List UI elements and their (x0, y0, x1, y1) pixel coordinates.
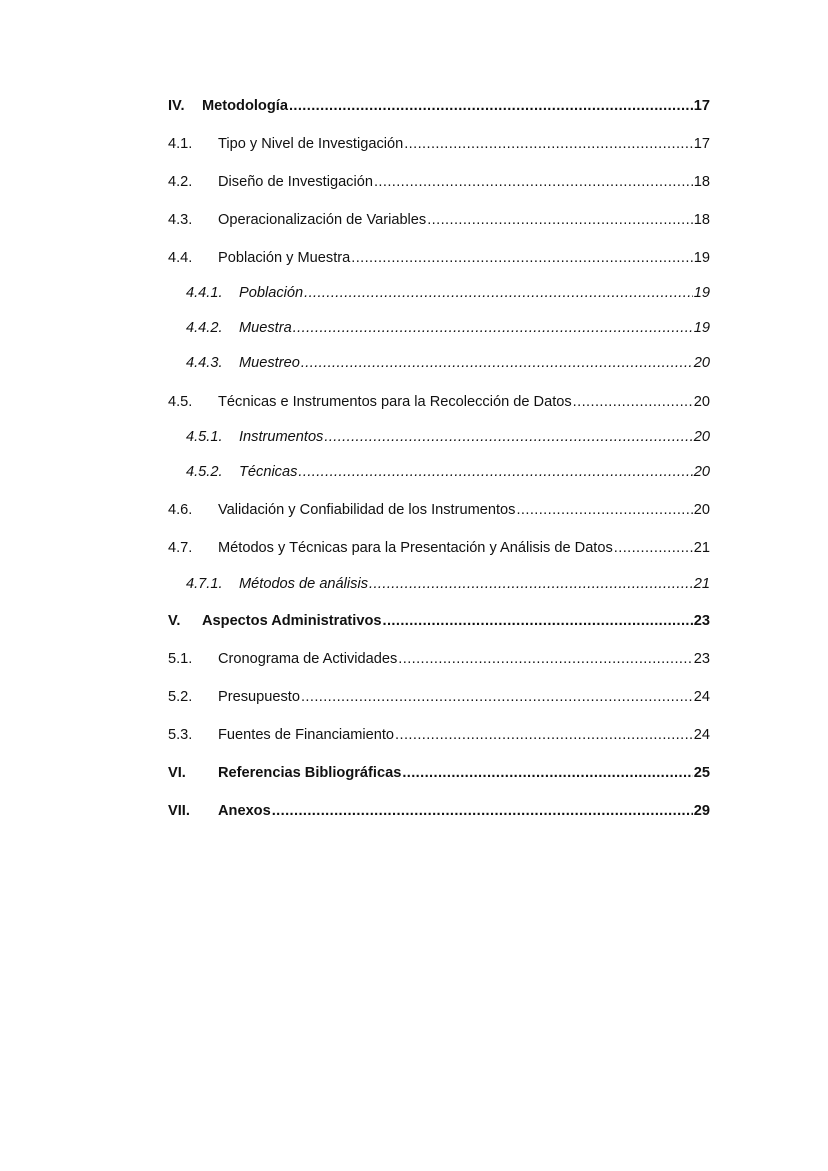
toc-entry[interactable] (168, 500, 710, 520)
toc-entry-number: IV. (168, 98, 185, 114)
toc-entry-page: 19 (693, 320, 710, 336)
toc-entry[interactable] (168, 283, 710, 303)
toc-entry-number: 4.6. (168, 502, 193, 518)
toc-entry-title: Presupuesto (218, 689, 300, 705)
toc-entry-page: 25 (693, 765, 710, 781)
toc-entry-page: 20 (693, 394, 710, 410)
toc-entry-number: 4.7.1. (186, 576, 223, 592)
toc-entry[interactable] (168, 763, 710, 783)
dot-leader (402, 763, 692, 783)
toc-entry-title: Técnicas (239, 464, 298, 480)
dot-leader (614, 538, 693, 558)
toc-entry[interactable] (168, 427, 710, 447)
toc-entry-number: 4.4. (168, 250, 193, 266)
toc-entry-page: 23 (693, 613, 710, 629)
toc-entry[interactable] (168, 725, 710, 745)
toc-entry[interactable] (168, 538, 710, 558)
dot-leader (304, 283, 693, 303)
toc-entry-page: 21 (693, 576, 710, 592)
toc-entry-number: 4.4.2. (186, 320, 223, 336)
toc-entry-page: 23 (693, 651, 710, 667)
toc-entry-number: VI. (168, 765, 186, 781)
dot-leader (427, 210, 693, 230)
toc-entry[interactable] (168, 687, 710, 707)
dot-leader (301, 687, 693, 707)
toc-entry-number: 4.4.3. (186, 355, 223, 371)
toc-entry-page: 17 (693, 136, 710, 152)
toc-entry-page: 24 (693, 727, 710, 743)
toc-entry-title: Metodología (202, 98, 288, 114)
toc-entry[interactable] (168, 353, 710, 373)
toc-entry[interactable] (168, 134, 710, 154)
toc-entry[interactable] (168, 649, 710, 669)
toc-entry-title: Población (239, 285, 304, 301)
toc-entry-number: 5.3. (168, 727, 193, 743)
dot-leader (289, 96, 693, 116)
toc-entry[interactable] (168, 172, 710, 192)
toc-entry-number: 5.2. (168, 689, 193, 705)
toc-entry-number: 4.4.1. (186, 285, 223, 301)
dot-leader (573, 392, 693, 412)
toc-entry-number: 4.5. (168, 394, 193, 410)
dot-leader (301, 353, 693, 373)
toc-entry-title: Muestra (239, 320, 292, 336)
dot-leader (272, 801, 693, 821)
dot-leader (404, 134, 693, 154)
dot-leader (398, 649, 692, 669)
toc-entry-title: Cronograma de Actividades (218, 651, 398, 667)
toc-entry-title: Aspectos Administrativos (202, 613, 382, 629)
toc-entry-page: 20 (693, 355, 710, 371)
toc-entry[interactable] (168, 318, 710, 338)
dot-leader (395, 725, 693, 745)
toc-entry-title: Tipo y Nivel de Investigación (218, 136, 404, 152)
dot-leader (351, 248, 693, 268)
toc-entry-page: 19 (693, 285, 710, 301)
toc-entry-title: Fuentes de Financiamiento (218, 727, 395, 743)
toc-entry-title: Población y Muestra (218, 250, 351, 266)
toc-entry-page: 18 (693, 174, 710, 190)
toc-entry-number: 4.7. (168, 540, 193, 556)
toc-entry-number: V. (168, 613, 181, 629)
dot-leader (324, 427, 692, 447)
toc-entry-title: Operacionalización de Variables (218, 212, 427, 228)
toc-entry-number: VII. (168, 803, 190, 819)
toc-entry-number: 4.3. (168, 212, 193, 228)
toc-entry[interactable] (168, 574, 710, 594)
dot-leader (374, 172, 693, 192)
dot-leader (293, 318, 693, 338)
toc-entry-number: 5.1. (168, 651, 193, 667)
dot-leader (369, 574, 693, 594)
toc-entry-title: Referencias Bibliográficas (218, 765, 402, 781)
toc-entry[interactable] (168, 611, 710, 631)
toc-entry-number: 4.5.1. (186, 429, 223, 445)
dot-leader (516, 500, 692, 520)
toc-entry-page: 17 (693, 98, 710, 114)
toc-entry-page: 29 (693, 803, 710, 819)
toc-entry-number: 4.5.2. (186, 464, 223, 480)
toc-entry[interactable] (168, 801, 710, 821)
toc-entry-page: 18 (693, 212, 710, 228)
toc-entry-number: 4.1. (168, 136, 193, 152)
toc-entry-page: 21 (693, 540, 710, 556)
toc-entry-title: Anexos (218, 803, 271, 819)
toc-entry[interactable] (168, 392, 710, 412)
toc-entry[interactable] (168, 462, 710, 482)
toc-entry-number: 4.2. (168, 174, 193, 190)
toc-entry-page: 19 (693, 250, 710, 266)
toc-entry-title: Métodos y Técnicas para la Presentación y Análisis de Datos (218, 540, 613, 556)
toc-entry-page: 20 (693, 464, 710, 480)
toc-entry-title: Técnicas e Instrumentos para la Recolección de Datos (218, 394, 572, 410)
toc-entry-title: Instrumentos (239, 429, 324, 445)
dot-leader (298, 462, 692, 482)
toc-entry-page: 20 (693, 502, 710, 518)
toc-entry[interactable] (168, 96, 710, 116)
dot-leader (383, 611, 693, 631)
toc-entry-title: Validación y Confiabilidad de los Instrumentos (218, 502, 516, 518)
toc-entry[interactable] (168, 248, 710, 268)
toc-entry-title: Muestreo (239, 355, 300, 371)
toc-entry-page: 20 (693, 429, 710, 445)
toc-entry-title: Métodos de análisis (239, 576, 368, 592)
toc-entry-title: Diseño de Investigación (218, 174, 373, 190)
toc-entry[interactable] (168, 210, 710, 230)
toc-entry-page: 24 (693, 689, 710, 705)
